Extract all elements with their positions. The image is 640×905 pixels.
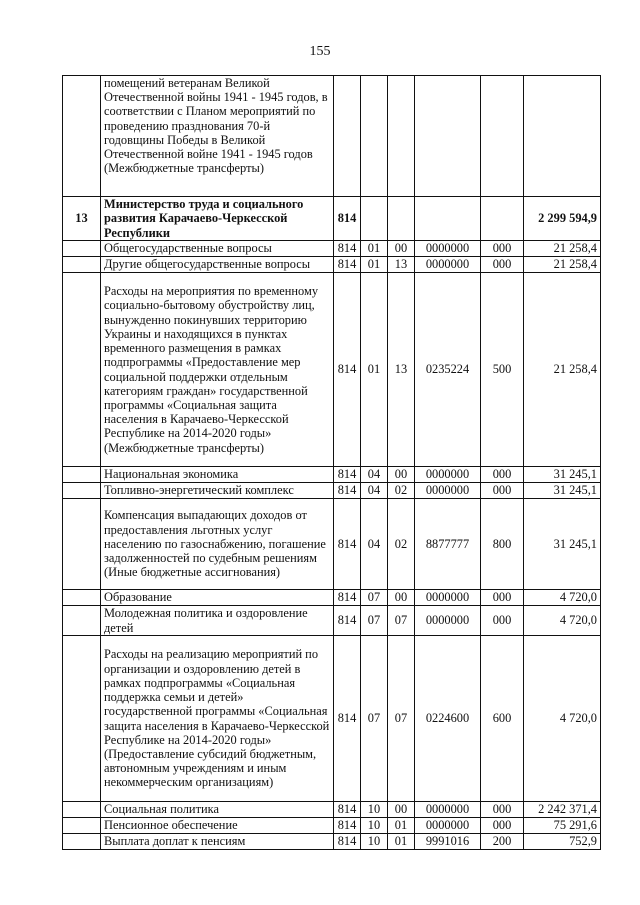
row-name: Образование	[101, 590, 334, 606]
table-row	[63, 273, 601, 467]
row-amount: 4 720,0	[524, 590, 601, 606]
target-code: 0235224	[415, 273, 481, 467]
ministry-code: 814	[334, 818, 361, 834]
row-number: 13	[63, 197, 101, 241]
expense-code: 000	[481, 483, 524, 499]
target-code: 8877777	[415, 499, 481, 590]
expense-code: 800	[481, 499, 524, 590]
row-name: Расходы на мероприятия по временному социально-бытовому обустройству лиц, вынужденно покинувших территорию Украины и находящихся в пунктах временного размещения в рамках подпрограммы «Предоставление мер социальной поддержки отдельным категориям граждан» государственной программы «Социальная защита населения в Карачаево-Черкесской Республике на 2014-2020 годы» (Межбюджетные трансферты)	[101, 273, 334, 467]
row-number	[63, 467, 101, 483]
target-code: 0000000	[415, 257, 481, 273]
section-code	[361, 76, 388, 197]
row-number	[63, 818, 101, 834]
ministry-code: 814	[334, 636, 361, 802]
row-number	[63, 257, 101, 273]
ministry-code: 814	[334, 241, 361, 257]
target-code: 0000000	[415, 818, 481, 834]
section-code: 07	[361, 636, 388, 802]
section-code: 01	[361, 273, 388, 467]
row-amount: 21 258,4	[524, 241, 601, 257]
row-amount	[524, 76, 601, 197]
ministry-code: 814	[334, 483, 361, 499]
target-code	[415, 197, 481, 241]
expense-code: 600	[481, 636, 524, 802]
subsection-code: 01	[388, 818, 415, 834]
section-code: 07	[361, 590, 388, 606]
ministry-code: 814	[334, 467, 361, 483]
subsection-code: 07	[388, 606, 415, 636]
target-code	[415, 76, 481, 197]
row-name: помещений ветеранам Великой Отечественной войны 1941 - 1945 годов, в соответствии с Планом мероприятий по проведению празднования 70-й годовщины Победы в Великой Отечественной войне 1941 - 1945 годов (Межбюджетные трансферты)	[101, 76, 334, 197]
section-code: 07	[361, 606, 388, 636]
row-number	[63, 606, 101, 636]
table-row	[63, 818, 601, 834]
table-row	[63, 636, 601, 802]
row-number	[63, 273, 101, 467]
table-row	[63, 197, 601, 241]
table-row	[63, 76, 601, 197]
expense-code: 000	[481, 467, 524, 483]
subsection-code: 00	[388, 241, 415, 257]
row-name: Другие общегосударственные вопросы	[101, 257, 334, 273]
row-amount: 31 245,1	[524, 467, 601, 483]
row-amount: 21 258,4	[524, 273, 601, 467]
section-code: 10	[361, 802, 388, 818]
row-name: Молодежная политика и оздоровление детей	[101, 606, 334, 636]
ministry-code: 814	[334, 499, 361, 590]
section-code: 04	[361, 467, 388, 483]
target-code: 0000000	[415, 590, 481, 606]
expense-code: 000	[481, 241, 524, 257]
expense-code: 200	[481, 834, 524, 850]
subsection-code	[388, 76, 415, 197]
expense-code	[481, 76, 524, 197]
table-row	[63, 483, 601, 499]
table-row	[63, 606, 601, 636]
target-code: 0224600	[415, 636, 481, 802]
row-amount: 4 720,0	[524, 606, 601, 636]
budget-table	[62, 75, 601, 850]
row-number	[63, 499, 101, 590]
expense-code: 000	[481, 818, 524, 834]
section-code: 10	[361, 834, 388, 850]
table-row	[63, 499, 601, 590]
row-number	[63, 636, 101, 802]
expense-code: 500	[481, 273, 524, 467]
expense-code: 000	[481, 590, 524, 606]
row-name: Национальная экономика	[101, 467, 334, 483]
target-code: 0000000	[415, 241, 481, 257]
row-amount: 752,9	[524, 834, 601, 850]
row-name: Расходы на реализацию мероприятий по организации и оздоровлению детей в рамках подпрограммы «Социальная поддержка семьи и детей» государственной программы «Социальная защита населения в Карачаево-Черкесской Республике на 2014-2020 годы» (Предоставление субсидий бюджетным, автономным учреждениям и иным некоммерческим организациям)	[101, 636, 334, 802]
ministry-code: 814	[334, 257, 361, 273]
row-amount: 75 291,6	[524, 818, 601, 834]
ministry-code	[334, 76, 361, 197]
row-number	[63, 802, 101, 818]
table-row	[63, 590, 601, 606]
row-name: Топливно-энергетический комплекс	[101, 483, 334, 499]
subsection-code: 00	[388, 802, 415, 818]
ministry-code: 814	[334, 834, 361, 850]
ministry-code: 814	[334, 606, 361, 636]
page-number: 155	[309, 44, 331, 59]
section-code: 01	[361, 257, 388, 273]
ministry-code: 814	[334, 197, 361, 241]
row-name: Общегосударственные вопросы	[101, 241, 334, 257]
row-number	[63, 834, 101, 850]
row-amount: 31 245,1	[524, 499, 601, 590]
row-name: Пенсионное обеспечение	[101, 818, 334, 834]
target-code: 0000000	[415, 467, 481, 483]
row-amount: 31 245,1	[524, 483, 601, 499]
target-code: 0000000	[415, 483, 481, 499]
row-amount: 21 258,4	[524, 257, 601, 273]
expense-code: 000	[481, 802, 524, 818]
ministry-code: 814	[334, 590, 361, 606]
expense-code: 000	[481, 257, 524, 273]
subsection-code: 00	[388, 590, 415, 606]
row-number	[63, 241, 101, 257]
row-name: Социальная политика	[101, 802, 334, 818]
target-code: 9991016	[415, 834, 481, 850]
table-row	[63, 802, 601, 818]
section-code: 01	[361, 241, 388, 257]
row-number	[63, 590, 101, 606]
section-code: 04	[361, 499, 388, 590]
table-row	[63, 241, 601, 257]
subsection-code: 07	[388, 636, 415, 802]
row-name: Министерство труда и социального развития Карачаево-Черкесской Республики	[101, 197, 334, 241]
table-row	[63, 467, 601, 483]
table-row	[63, 834, 601, 850]
row-amount: 2 242 371,4	[524, 802, 601, 818]
subsection-code: 13	[388, 257, 415, 273]
section-code: 04	[361, 483, 388, 499]
row-number	[63, 483, 101, 499]
table-row	[63, 257, 601, 273]
subsection-code: 01	[388, 834, 415, 850]
section-code: 10	[361, 818, 388, 834]
ministry-code: 814	[334, 273, 361, 467]
target-code: 0000000	[415, 606, 481, 636]
section-code	[361, 197, 388, 241]
subsection-code: 13	[388, 273, 415, 467]
ministry-code: 814	[334, 802, 361, 818]
subsection-code: 00	[388, 467, 415, 483]
row-number	[63, 76, 101, 197]
expense-code: 000	[481, 606, 524, 636]
target-code: 0000000	[415, 802, 481, 818]
row-amount: 2 299 594,9	[524, 197, 601, 241]
row-amount: 4 720,0	[524, 636, 601, 802]
row-name: Выплата доплат к пенсиям	[101, 834, 334, 850]
row-name: Компенсация выпадающих доходов от предоставления льготных услуг населению по газоснабжению, погашение задолженностей по судебным решениям (Иные бюджетные ассигнования)	[101, 499, 334, 590]
subsection-code: 02	[388, 499, 415, 590]
subsection-code: 02	[388, 483, 415, 499]
expense-code	[481, 197, 524, 241]
subsection-code	[388, 197, 415, 241]
